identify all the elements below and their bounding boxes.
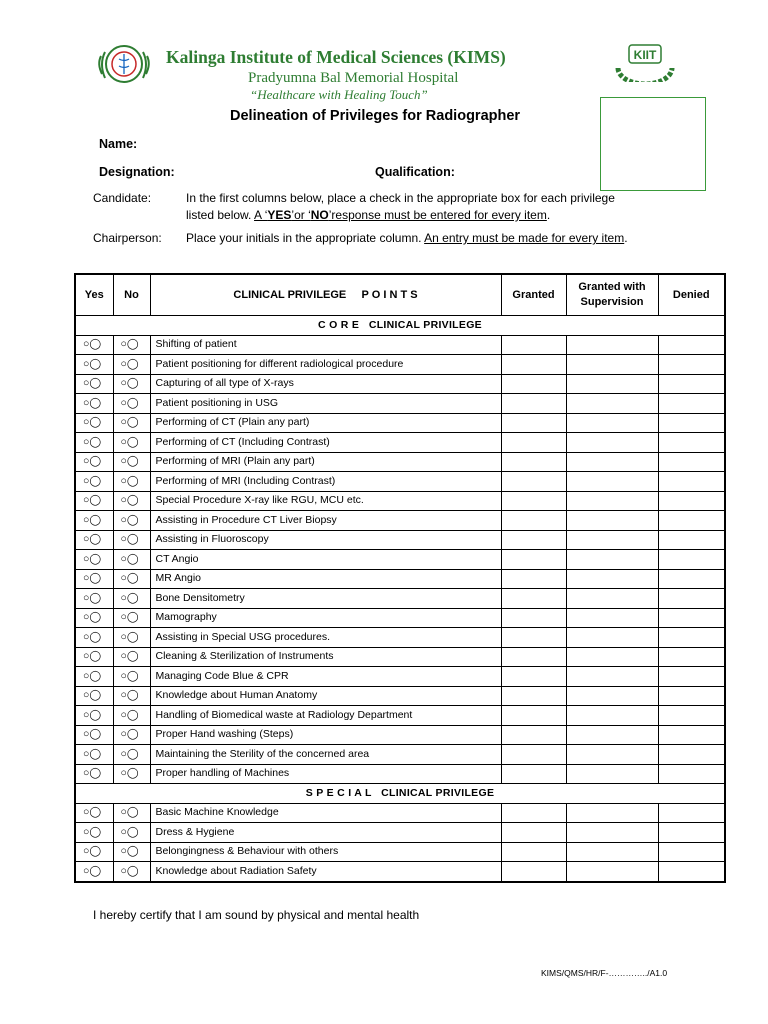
- privilege-item: Patient positioning in USG: [150, 394, 501, 414]
- privileges-table: [74, 273, 726, 883]
- yes-checkbox[interactable]: ○◯: [75, 686, 113, 706]
- no-checkbox[interactable]: ○◯: [113, 628, 150, 648]
- yes-checkbox[interactable]: ○◯: [75, 413, 113, 433]
- table-row: [75, 413, 725, 433]
- granted-cell[interactable]: [501, 433, 566, 453]
- chairperson-label: Chairperson:: [93, 231, 162, 245]
- yes-checkbox[interactable]: ○◯: [75, 355, 113, 375]
- table-row: [75, 355, 725, 375]
- kiit-logo: [612, 42, 678, 82]
- granted-cell[interactable]: [501, 706, 566, 726]
- yes-checkbox[interactable]: ○◯: [75, 374, 113, 394]
- granted-supervision-cell[interactable]: [566, 667, 658, 687]
- denied-cell[interactable]: [658, 686, 725, 706]
- yes-checkbox[interactable]: ○◯: [75, 706, 113, 726]
- no-checkbox[interactable]: ○◯: [113, 491, 150, 511]
- granted-supervision-cell[interactable]: [566, 686, 658, 706]
- privilege-item: Performing of MRI (Including Contrast): [150, 472, 501, 492]
- granted-cell[interactable]: [501, 413, 566, 433]
- table-row: [75, 374, 725, 394]
- denied-cell[interactable]: [658, 394, 725, 414]
- privilege-item: Proper handling of Machines: [150, 764, 501, 784]
- granted-supervision-cell[interactable]: [566, 589, 658, 609]
- no-checkbox[interactable]: ○◯: [113, 706, 150, 726]
- granted-cell[interactable]: [501, 686, 566, 706]
- granted-cell[interactable]: [501, 667, 566, 687]
- privilege-item: Proper Hand washing (Steps): [150, 725, 501, 745]
- denied-cell[interactable]: [658, 842, 725, 862]
- granted-supervision-cell[interactable]: [566, 862, 658, 882]
- chairperson-instruction: Place your initials in the appropriate column. An entry must be made for every item.: [186, 231, 628, 245]
- denied-cell[interactable]: [658, 706, 725, 726]
- privilege-column-header: CLINICAL PRIVILEGE P O I N T S: [150, 274, 501, 316]
- privilege-item: Belongingness & Behaviour with others: [150, 842, 501, 862]
- granted-cell[interactable]: [501, 647, 566, 667]
- institute-name: Kalinga Institute of Medical Sciences (KIMS): [166, 47, 506, 67]
- privilege-item: Handling of Biomedical waste at Radiology Department: [150, 706, 501, 726]
- denied-cell[interactable]: [658, 862, 725, 882]
- granted-cell[interactable]: [501, 803, 566, 823]
- denied-cell[interactable]: [658, 355, 725, 375]
- granted-cell[interactable]: [501, 374, 566, 394]
- granted-cell[interactable]: [501, 725, 566, 745]
- granted-supervision-cell[interactable]: [566, 433, 658, 453]
- granted-supervision-cell[interactable]: [566, 413, 658, 433]
- no-checkbox[interactable]: ○◯: [113, 374, 150, 394]
- granted-cell[interactable]: [501, 394, 566, 414]
- yes-checkbox[interactable]: ○◯: [75, 823, 113, 843]
- granted-supervision-cell[interactable]: [566, 511, 658, 531]
- no-checkbox[interactable]: ○◯: [113, 530, 150, 550]
- privilege-item: Mamography: [150, 608, 501, 628]
- hospital-tagline: “Healthcare with Healing Touch”: [250, 87, 428, 102]
- yes-checkbox[interactable]: ○◯: [75, 764, 113, 784]
- privilege-item: Cleaning & Sterilization of Instruments: [150, 647, 501, 667]
- denied-cell[interactable]: [658, 745, 725, 765]
- granted-cell[interactable]: [501, 745, 566, 765]
- privilege-item: Bone Densitometry: [150, 589, 501, 609]
- granted-supervision-cell[interactable]: [566, 452, 658, 472]
- denied-cell[interactable]: [658, 803, 725, 823]
- privilege-item: Performing of CT (Plain any part): [150, 413, 501, 433]
- yes-checkbox[interactable]: ○◯: [75, 511, 113, 531]
- privilege-item: Performing of MRI (Plain any part): [150, 452, 501, 472]
- table-row: [75, 608, 725, 628]
- denied-cell[interactable]: [658, 628, 725, 648]
- yes-checkbox[interactable]: ○◯: [75, 745, 113, 765]
- table-row: [75, 491, 725, 511]
- no-checkbox[interactable]: ○◯: [113, 569, 150, 589]
- privilege-item: Assisting in Procedure CT Liver Biopsy: [150, 511, 501, 531]
- denied-cell[interactable]: [658, 452, 725, 472]
- table-row: [75, 530, 725, 550]
- no-checkbox[interactable]: ○◯: [113, 764, 150, 784]
- granted-supervision-cell[interactable]: [566, 608, 658, 628]
- granted-supervision-cell[interactable]: [566, 745, 658, 765]
- table-row: [75, 628, 725, 648]
- table-row: [75, 647, 725, 667]
- denied-cell[interactable]: [658, 511, 725, 531]
- section-header-row: [75, 316, 725, 336]
- granted-cell[interactable]: [501, 589, 566, 609]
- no-checkbox[interactable]: ○◯: [113, 335, 150, 355]
- table-row: [75, 550, 725, 570]
- section-title: C O R E CLINICAL PRIVILEGE: [75, 316, 725, 336]
- granted-cell[interactable]: [501, 823, 566, 843]
- no-checkbox[interactable]: ○◯: [113, 472, 150, 492]
- granted-cell[interactable]: [501, 842, 566, 862]
- no-checkbox[interactable]: ○◯: [113, 862, 150, 882]
- granted-supervision-cell[interactable]: [566, 355, 658, 375]
- granted-cell[interactable]: [501, 335, 566, 355]
- photo-box: [600, 97, 706, 191]
- table-row: [75, 725, 725, 745]
- privilege-item: Assisting in Fluoroscopy: [150, 530, 501, 550]
- granted-supervision-cell[interactable]: [566, 628, 658, 648]
- granted-supervision-cell[interactable]: [566, 374, 658, 394]
- table-row: [75, 335, 725, 355]
- denied-cell[interactable]: [658, 530, 725, 550]
- denied-cell[interactable]: [658, 569, 725, 589]
- table-row: [75, 589, 725, 609]
- yes-checkbox[interactable]: ○◯: [75, 667, 113, 687]
- denied-cell[interactable]: [658, 433, 725, 453]
- granted-cell[interactable]: [501, 491, 566, 511]
- yes-checkbox[interactable]: ○◯: [75, 589, 113, 609]
- privilege-item: Managing Code Blue & CPR: [150, 667, 501, 687]
- granted-cell[interactable]: [501, 862, 566, 882]
- yes-checkbox[interactable]: ○◯: [75, 335, 113, 355]
- no-checkbox[interactable]: ○◯: [113, 413, 150, 433]
- table-row: [75, 433, 725, 453]
- privilege-item: MR Angio: [150, 569, 501, 589]
- table-row: [75, 472, 725, 492]
- granted-cell[interactable]: [501, 452, 566, 472]
- no-checkbox[interactable]: ○◯: [113, 511, 150, 531]
- yes-checkbox[interactable]: ○◯: [75, 862, 113, 882]
- table-row: [75, 842, 725, 862]
- denied-cell[interactable]: [658, 335, 725, 355]
- no-checkbox[interactable]: ○◯: [113, 394, 150, 414]
- granted-cell[interactable]: [501, 608, 566, 628]
- candidate-label: Candidate:: [93, 191, 152, 205]
- section-header-row: [75, 784, 725, 804]
- table-row: [75, 745, 725, 765]
- granted-supervision-cell[interactable]: [566, 706, 658, 726]
- granted-supervision-cell[interactable]: [566, 472, 658, 492]
- hospital-name: Pradyumna Bal Memorial Hospital: [248, 70, 459, 86]
- table-row: [75, 511, 725, 531]
- qualification-label: Qualification:: [375, 165, 455, 179]
- no-checkbox[interactable]: ○◯: [113, 686, 150, 706]
- name-label: Name:: [99, 137, 138, 151]
- denied-cell[interactable]: [658, 608, 725, 628]
- yes-checkbox[interactable]: ○◯: [75, 433, 113, 453]
- granted-supervision-cell[interactable]: [566, 725, 658, 745]
- table-header-row: [75, 274, 725, 316]
- granted-supervision-cell[interactable]: [566, 842, 658, 862]
- no-checkbox[interactable]: ○◯: [113, 745, 150, 765]
- table-row: [75, 569, 725, 589]
- yes-checkbox[interactable]: ○◯: [75, 628, 113, 648]
- granted-supervision-cell[interactable]: [566, 491, 658, 511]
- privilege-item: Knowledge about Radiation Safety: [150, 862, 501, 882]
- granted-supervision-cell[interactable]: [566, 550, 658, 570]
- yes-checkbox[interactable]: ○◯: [75, 452, 113, 472]
- granted-supervision-cell[interactable]: [566, 764, 658, 784]
- table-row: [75, 686, 725, 706]
- granted-cell[interactable]: [501, 511, 566, 531]
- denied-cell[interactable]: [658, 550, 725, 570]
- denied-cell[interactable]: [658, 491, 725, 511]
- table-row: [75, 706, 725, 726]
- privilege-item: Capturing of all type of X-rays: [150, 374, 501, 394]
- denied-cell[interactable]: [658, 374, 725, 394]
- denied-column-header: Denied: [658, 274, 725, 316]
- granted-supervision-cell[interactable]: [566, 394, 658, 414]
- granted-supervision-cell[interactable]: [566, 569, 658, 589]
- granted-supervision-cell[interactable]: [566, 803, 658, 823]
- table-row: [75, 823, 725, 843]
- privilege-item: Basic Machine Knowledge: [150, 803, 501, 823]
- no-checkbox[interactable]: ○◯: [113, 803, 150, 823]
- no-checkbox[interactable]: ○◯: [113, 608, 150, 628]
- granted-cell[interactable]: [501, 550, 566, 570]
- granted-supervision-cell[interactable]: [566, 530, 658, 550]
- denied-cell[interactable]: [658, 647, 725, 667]
- privilege-item: Dress & Hygiene: [150, 823, 501, 843]
- granted-cell[interactable]: [501, 628, 566, 648]
- table-row: [75, 452, 725, 472]
- privilege-item: CT Angio: [150, 550, 501, 570]
- denied-cell[interactable]: [658, 725, 725, 745]
- candidate-instruction-line1: In the first columns below, place a check in the appropriate box for each privilege: [186, 191, 615, 205]
- yes-checkbox[interactable]: ○◯: [75, 608, 113, 628]
- denied-cell[interactable]: [658, 413, 725, 433]
- no-checkbox[interactable]: ○◯: [113, 589, 150, 609]
- no-checkbox[interactable]: ○◯: [113, 550, 150, 570]
- no-checkbox[interactable]: ○◯: [113, 647, 150, 667]
- no-checkbox[interactable]: ○◯: [113, 452, 150, 472]
- candidate-instruction-line2: listed below. A ‘YES’or ‘NO’response must be entered for every item.: [186, 208, 551, 222]
- yes-checkbox[interactable]: ○◯: [75, 530, 113, 550]
- yes-checkbox[interactable]: ○◯: [75, 569, 113, 589]
- privilege-item: Maintaining the Sterility of the concerned area: [150, 745, 501, 765]
- granted-supervision-cell[interactable]: [566, 823, 658, 843]
- yes-checkbox[interactable]: ○◯: [75, 803, 113, 823]
- denied-cell[interactable]: [658, 472, 725, 492]
- yes-checkbox[interactable]: ○◯: [75, 842, 113, 862]
- no-column-header: No: [113, 274, 150, 316]
- no-checkbox[interactable]: ○◯: [113, 433, 150, 453]
- yes-checkbox[interactable]: ○◯: [75, 647, 113, 667]
- certification-statement: I hereby certify that I am sound by physical and mental health: [93, 908, 420, 922]
- granted-cell[interactable]: [501, 472, 566, 492]
- table-row: [75, 764, 725, 784]
- no-checkbox[interactable]: ○◯: [113, 725, 150, 745]
- denied-cell[interactable]: [658, 667, 725, 687]
- privilege-item: Patient positioning for different radiological procedure: [150, 355, 501, 375]
- table-row: [75, 803, 725, 823]
- designation-label: Designation:: [99, 165, 175, 179]
- granted-cell[interactable]: [501, 764, 566, 784]
- privilege-item: Knowledge about Human Anatomy: [150, 686, 501, 706]
- privilege-item: Special Procedure X-ray like RGU, MCU etc.: [150, 491, 501, 511]
- no-checkbox[interactable]: ○◯: [113, 667, 150, 687]
- denied-cell[interactable]: [658, 589, 725, 609]
- document-title: Delineation of Privileges for Radiographer: [230, 108, 521, 124]
- granted-supervision-cell[interactable]: [566, 647, 658, 667]
- granted-cell[interactable]: [501, 355, 566, 375]
- candidate-line2-lead: listed below.: [186, 208, 255, 222]
- yes-checkbox[interactable]: ○◯: [75, 491, 113, 511]
- granted-cell[interactable]: [501, 530, 566, 550]
- denied-cell[interactable]: [658, 823, 725, 843]
- yes-column-header: Yes: [75, 274, 113, 316]
- section-title: S P E C I A L CLINICAL PRIVILEGE: [75, 784, 725, 804]
- granted-supervision-column-header: Granted with Supervision: [566, 274, 658, 316]
- no-checkbox[interactable]: ○◯: [113, 355, 150, 375]
- yes-checkbox[interactable]: ○◯: [75, 550, 113, 570]
- document-reference: KIMS/QMS/HR/F-…………../A1.0: [541, 968, 668, 978]
- yes-checkbox[interactable]: ○◯: [75, 472, 113, 492]
- privilege-item: Performing of CT (Including Contrast): [150, 433, 501, 453]
- yes-checkbox[interactable]: ○◯: [75, 394, 113, 414]
- kiit-logo-text: KIIT: [633, 48, 657, 62]
- privilege-item: Shifting of patient: [150, 335, 501, 355]
- kims-emblem-logo: [93, 42, 155, 86]
- no-checkbox[interactable]: ○◯: [113, 842, 150, 862]
- table-row: [75, 862, 725, 882]
- granted-supervision-cell[interactable]: [566, 335, 658, 355]
- table-row: [75, 667, 725, 687]
- yes-checkbox[interactable]: ○◯: [75, 725, 113, 745]
- privilege-item: Assisting in Special USG procedures.: [150, 628, 501, 648]
- granted-column-header: Granted: [501, 274, 566, 316]
- candidate-line2-rule: A ‘YES’or ‘NO’response must be entered for every item: [254, 208, 547, 222]
- denied-cell[interactable]: [658, 764, 725, 784]
- granted-cell[interactable]: [501, 569, 566, 589]
- table-row: [75, 394, 725, 414]
- no-checkbox[interactable]: ○◯: [113, 823, 150, 843]
